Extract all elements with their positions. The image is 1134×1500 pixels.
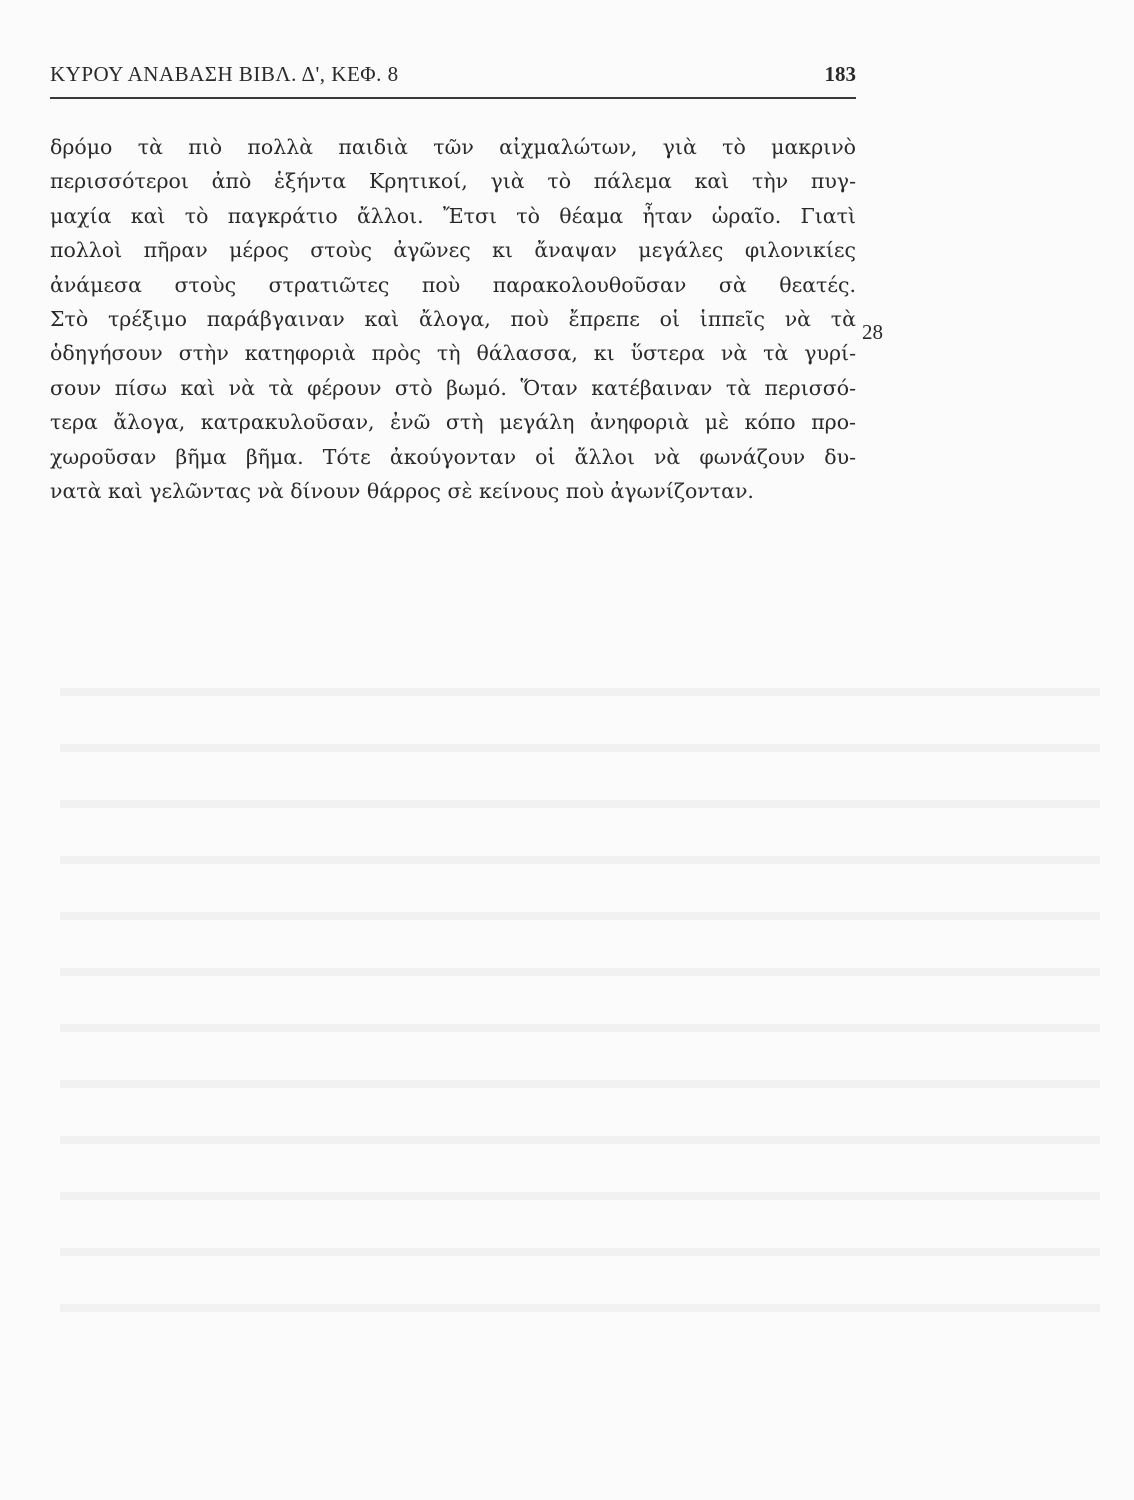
text-line: πολλοὶ πῆραν μέρος στοὺς ἀγῶνες κι ἄναψαν μεγάλες φιλονικίες <box>50 238 856 263</box>
text-line: δρόμο τὰ πιὸ πολλὰ παιδιὰ τῶν αἰχμαλώτων, γιὰ τὸ μακρινὸ <box>50 135 856 159</box>
text-line: ἀνάμεσα στοὺς στρατιῶτες ποὺ παρακολουθοῦσαν σὰ θεατές. <box>50 272 856 297</box>
running-head: ΚΥΡΟΥ ΑΝΑΒΑΣΗ ΒΙΒΛ. Δ', ΚΕΦ. 8 <box>50 62 399 86</box>
text-line: ὁδηγήσουν στὴν κατηφοριὰ πρὸς τὴ θάλασσα, κι ὕστερα νὰ τὰ γυρί- <box>50 341 856 366</box>
text-line: χωροῦσαν βῆμα βῆμα. Τότε ἀκούγονταν οἱ ἄλλοι νὰ φωνάζουν δυ- <box>50 444 856 469</box>
header-rule <box>50 97 856 99</box>
body-text <box>50 130 856 508</box>
text-line: τερα ἄλογα, κατρακυλοῦσαν, ἐνῶ στὴ μεγάλη ἀνηφοριὰ μὲ κόπο προ- <box>50 410 856 435</box>
page-header <box>50 62 856 94</box>
text-line: σουν πίσω καὶ νὰ τὰ φέρουν στὸ βωμό. Ὅταν κατέβαιναν τὰ περισσό- <box>50 375 856 400</box>
margin-section-number: 28 <box>862 320 883 344</box>
bleed-through-texture <box>60 640 1100 1360</box>
text-line: Στὸ τρέξιμο παράβγαιναν καὶ ἄλογα, ποὺ ἔπρεπε οἱ ἱππεῖς νὰ τὰ <box>50 306 856 331</box>
text-line: μαχία καὶ τὸ παγκράτιο ἄλλοι. Ἔτσι τὸ θέαμα ἦταν ὡραῖο. Γιατὶ <box>50 203 856 228</box>
page-number: 183 <box>824 62 856 86</box>
text-line: περισσότεροι ἀπὸ ἑξήντα Κρητικοί, γιὰ τὸ πάλεμα καὶ τὴν πυγ- <box>50 169 856 194</box>
text-line: νατὰ καὶ γελῶντας νὰ δίνουν θάρρος σὲ κείνους ποὺ ἀγωνίζονταν. <box>50 478 754 503</box>
